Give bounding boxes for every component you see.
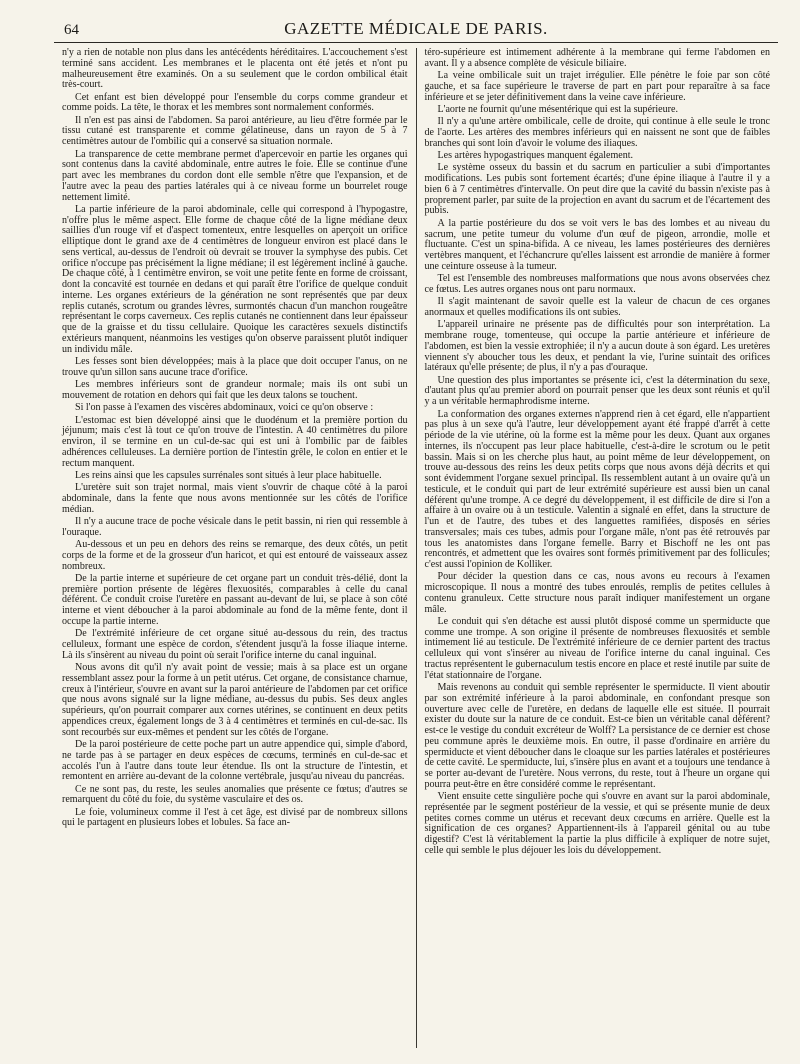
paragraph: La conformation des organes externes n'apprend rien à cet égard, elle n'appartient pas plus à un sexe qu'à l'autre, leur développement ayant été frappé d'arrêt à cette période de la vie utérine, où la forme est la même pour les deux. Quant aux organes internes, ils n'occupent pas leur place habituelle, c'est-à-dire le scrotum ou le petit bassin. Mais si on les cherche plus haut, au point même de leur développement, on trouve au-dessous des reins les deux petits corps que nous avons déjà décrits et qui sont évidemment l'organe sexuel principal. Ils ressemblent autant à un ovaire qu'à un testicule, et le conduit qui part de leur extrémité supérieure est aussi bien un canal déférent qu'une trompe. A ce degré du développement, il est difficile de dire si l'on a affaire à un ovaire ou à un testicule. Valentin a signalé en effet, dans la structure de l'un et de l'autre, des tubes et des languettes ramifiées, disposés en séries transversales; mais ces tubes, admis pour l'organe mâle, n'ont pas été retrouvés par tous les anatomistes dans l'organe femelle. Barry et Bischoff ne les ont pas rencontrés, et admettent que les ovaires sont formés primitivement par des follicules; c'est aussi l'opinion de Kolliker. bbox=[424, 408, 770, 571]
paragraph: Mais revenons au conduit qui semble représenter le spermiducte. Il vient aboutir par son extrémité inférieure à la paroi abdominale, en confondant presque son ouverture avec celle de l'uretère, en dedans de laquelle elle est située. Il pourrait exister du doute sur la nature de ce conduit. Est-ce bien un véritable canal déférent? est-ce le vestige du conduit excréteur de Wolff? La persistance de ce dernier est chose peu commune après le deuxième mois. En outre, il passe d'ordinaire en arrière du spermiducte et vient déboucher dans le cloaque sur les parties latérales et postérieures de cette cavité. Le spermiducte, lui, s'insère plus en avant et a toujours une tendance à se porter au-devant de l'uretère. Nous verrons, du reste, tout à l'heure un organe qui pourra peut-être en être considéré comme le représentant. bbox=[424, 682, 770, 790]
paragraph: Cet enfant est bien développé pour l'ensemble du corps comme grandeur et comme poids. La tête, le thorax et les membres sont normalement conformés. bbox=[62, 91, 408, 114]
paragraph: Si l'on passe à l'examen des viscères abdominaux, voici ce qu'on observe : bbox=[75, 402, 374, 414]
page-header bbox=[54, 16, 778, 43]
page-number: 64 bbox=[64, 22, 79, 38]
paragraph: Il n'y a aucune trace de poche vésicale dans le petit bassin, ni rien qui ressemble à l'ouraque. bbox=[62, 516, 408, 538]
paragraph: Les reins ainsi que les capsules surrénales sont situés à leur place habituelle. bbox=[75, 469, 382, 481]
paragraph: L'estomac est bien développé ainsi que le duodénum et la première portion du jéjunum; mais c'est là tout ce qu'on trouve de l'intestin. A 40 centimètres du pilore environ, il se termine en un cul-de-sac qui est uni à l'ombilic par de faibles adhérences celluleuses. La dernière portion de l'intestin grêle, le colon en entier et le rectum manquent. bbox=[62, 414, 408, 469]
running-title: GAZETTE MÉDICALE DE PARIS. bbox=[284, 19, 548, 38]
paragraph: La veine ombilicale suit un trajet irrégulier. Elle pénètre le foie par son côté gauche, et sa face supérieure le traverse de part en part pour reparaître à sa face inférieure et se jeter définitivement dans la veine cave inférieure. bbox=[424, 70, 770, 103]
paragraph: Les artères hypogastriques manquent également. bbox=[437, 150, 634, 162]
paragraph: Vient ensuite cette singulière poche qui s'ouvre en avant sur la paroi abdominale, représentée par le segment postérieur de la vessie, et qui se présente munie de deux petites cornes comme un utérus et recevant deux cœcums en arrière. Quelle est la signification de ces organes? Appartiennent-ils à l'appareil génital ou au tube digestif? C'est là véritablement la partie la plus difficile à expliquer de notre sujet, celle qui semble le plus déjouer les lois du développement. bbox=[424, 791, 770, 856]
paragraph: Les fesses sont bien développées; mais à la place que doit occuper l'anus, on ne trouve qu'un sillon sans aucune trace d'orifice. bbox=[62, 355, 408, 378]
paragraph: La transparence de cette membrane permet d'apercevoir en partie les organes qui sont contenus dans la cavité abdominale, entre autres le foie. Elle se continue d'une part avec les membranes du cordon dont elle semble n'être que l'expansion, et de l'autre avec la peau des parties latérales qui à ce niveau forme un bourrelet rouge nettement limité. bbox=[62, 148, 408, 203]
paragraph: Il s'agit maintenant de savoir quelle est la valeur de chacun de ces organes anormaux et quelles modifications ils ont subies. bbox=[424, 296, 770, 318]
paragraph: téro-supérieure est intimement adhérente à la membrane qui ferme l'abdomen en avant. Il y a absence complète de vésicule biliaire. bbox=[424, 48, 770, 69]
paragraph: De la paroi postérieure de cette poche part un autre appendice qui, simple d'abord, ne tarde pas à se partager en deux espèces de cœcums, terminés en cul-de-sac et accolés l'un à l'autre dans toute leur étendue. Ils ont la structure de l'intestin, et remontent en arrière au-devant de la colonne vertébrale, jusqu'au niveau du pancréas. bbox=[62, 739, 408, 783]
paragraph: A la partie postérieure du dos se voit vers le bas des lombes et au niveau du sacrum, une petite tumeur du volume d'un œuf de pigeon, arrondie, molle et fluctuante. C'est un spina-bifida. A ce niveau, les lames postérieures des dernières vertèbres manquent, et l'échancrure qu'elles laissent est arrondie de manière à former une ceinture osseuse à la tumeur. bbox=[424, 217, 770, 272]
text-columns bbox=[54, 48, 778, 1048]
paragraph: L'appareil urinaire ne présente pas de difficultés pour son interprétation. La membrane rouge, tomenteuse, qui occupe la partie antérieure et inférieure de l'abdomen, est bien la vessie extrophiée; il n'y a aucun doute à son égard. Les uretères viennent s'y aboucher tous les deux, et pendant la vie, l'urine suintait des orifices latéraux qu'elle présente; de plus, il n'y a pas d'ouraque. bbox=[424, 319, 770, 374]
paragraph: L'uretère suit son trajet normal, mais vient s'ouvrir de chaque côté à la paroi abdominale, dans la fente que nous avons mentionnée sur les côtés de l'orifice médian. bbox=[62, 482, 408, 515]
paragraph: Le conduit qui s'en détache est aussi plutôt disposé comme un spermiducte que comme une trompe. A son origine il présente de nombreuses flexuosités et semble intimement lié au testicule. De l'extrémité inférieure de ce dernier partent des tractus celluleux qui vont s'insérer au niveau de l'orifice interne du canal inguinal. Ces tractus représentent le gubernaculum testis encore en place et resté inutile par suite de l'état stationnaire de l'organe. bbox=[424, 615, 770, 681]
paragraph: Au-dessous et un peu en dehors des reins se remarque, des deux côtés, un petit corps de la forme et de la grosseur d'un haricot, et qui est entouré de vaisseaux assez nombreux. bbox=[62, 539, 408, 572]
paragraph: Il n'en est pas ainsi de l'abdomen. Sa paroi antérieure, au lieu d'être formée par le tissu cutané est transparente et comme gélatineuse, dans un rayon de 5 à 7 centimètres autour de l'ombilic qui a conservé sa situation normale. bbox=[62, 114, 408, 148]
right-column bbox=[416, 48, 779, 1048]
paragraph: Tel est l'ensemble des nombreuses malformations que nous avons observées chez ce fœtus. Les autres organes nous ont paru normaux. bbox=[424, 273, 770, 295]
paragraph: Nous avons dit qu'il n'y avait point de vessie; mais à sa place est un organe ressemblant assez pour la forme à un petit utérus. Cet organe, de consistance charnue, creux à l'intérieur, s'ouvre en avant sur la paroi antérieure de l'abdomen par cet orifice que nous avons signalé sur la ligne médiane, au-dessus du pubis. Ses deux angles supérieurs, qu'on pourrait comparer aux cornes utérines, se continuent en deux petits appendices creux, également longs de 3 à 4 centimètres et terminés en cul-de-sac. Ils sont recourbés sur eux-mêmes et pendent sur les côtés de l'organe. bbox=[62, 662, 408, 738]
left-column bbox=[54, 48, 416, 1048]
paragraph: Le foie, volumineux comme il l'est à cet âge, est divisé par de nombreux sillons qui le partagent en plusieurs lobes et lobules. Sa face an- bbox=[62, 806, 408, 829]
paragraph: Pour décider la question dans ce cas, nous avons eu recours à l'examen microscopique. Il nous a montré des tubes enroulés, remplis de petites cellules à contenu granuleux. Cette structure nous paraît indiquer manifestement un organe mâle. bbox=[424, 571, 770, 615]
paragraph: Les membres inférieurs sont de grandeur normale; mais ils ont subi un mouvement de rotation en dehors qui fait que les deux talons se touchent. bbox=[62, 379, 408, 401]
paragraph: L'aorte ne fournit qu'une mésentérique qui est la supérieure. bbox=[437, 103, 678, 115]
paragraph: Le système osseux du bassin et du sacrum en particulier a subi d'importantes modifications. Les pubis sont fortement écartés; d'une épine iliaque à l'autre il y a bien 6 à 7 centimètres d'intervalle. On peut dire que la cavité du bassin n'existe pas à proprement parler, par suite de la projection en avant du sacrum et de l'écartement des pubis. bbox=[424, 162, 770, 217]
paragraph: Ce ne sont pas, du reste, les seules anomalies que présente ce fœtus; d'autres se remarquent du côté du foie, du système vasculaire et des os. bbox=[62, 783, 408, 806]
paragraph: n'y a rien de notable non plus dans les antécédents héréditaires. L'accouchement s'est terminé sans accident. Les membranes et le placenta ont été jetés et n'ont pu malheureusement être examinés. On a su seulement que le cordon ombilical était très-court. bbox=[62, 48, 408, 91]
paragraph: Une question des plus importantes se présente ici, c'est la détermination du sexe, d'autant plus qu'au premier abord on pourrait penser que les deux sont réunis et qu'il y a un véritable hermaphrodisme interne. bbox=[424, 374, 770, 408]
paragraph: De la partie interne et supérieure de cet organe part un conduit très-délié, dont la première portion présente de légères flexuosités, comparables à celle du canal déférent. Ce conduit croise l'uretère en passant au-devant de lui, se place à son côté interne et vient déboucher à la paroi abdominale au fond de la même fente, dont il occupe la partie interne. bbox=[62, 572, 408, 627]
paragraph: Il n'y a qu'une artère ombilicale, celle de droite, qui continue à elle seule le tronc de l'aorte. Les artères des membres inférieurs qui en naissent ne sont que de faibles branches qui sont loin d'avoir le volume des iliaques. bbox=[424, 116, 770, 149]
paragraph: La partie inférieure de la paroi abdominale, celle qui correspond à l'hypogastre, n'offre plus le même aspect. Elle forme de chaque côté de la ligne médiane deux saillies d'un rouge vif et d'aspect tomenteux, entre lesquelles on aperçoit un orifice elliptique dont le grand axe de 4 centimètres de longueur environ est placé dans le sens vertical, au-dessus de l'endroit où devrait se trouver la symphyse des pubis. Cet orifice n'occupe pas précisément la ligne médiane; il est légèrement incliné à gauche. De chaque côté, à 1 centimètre environ, se voit une petite fente en forme de croissant, dont la concavité est tournée en dedans et qui paraît être l'orifice de quelque conduit interne. Les organes extérieurs de la génération ne sont représentés que par deux replis cutanés, scrotum ou grandes lèvres, surmontés chacun d'un manchon rougeâtre représentant le corps caverneux. Ces replis cutanés ne contiennent dans leur épaisseur que de la graisse et du tissu cellulaire. Quoique les caractères sexuels distinctifs extérieurs manquent, néanmoins les vestiges qu'on observe paraissent plutôt indiquer un individu mâle. bbox=[62, 203, 408, 355]
paragraph: De l'extrémité inférieure de cet organe situé au-dessous du rein, des tractus celluleux, formant une espèce de cordon, s'étendent jusqu'à la fosse iliaque interne. Là ils s'insèrent au niveau du point où serait l'orifice interne du canal inguinal. bbox=[62, 628, 408, 661]
